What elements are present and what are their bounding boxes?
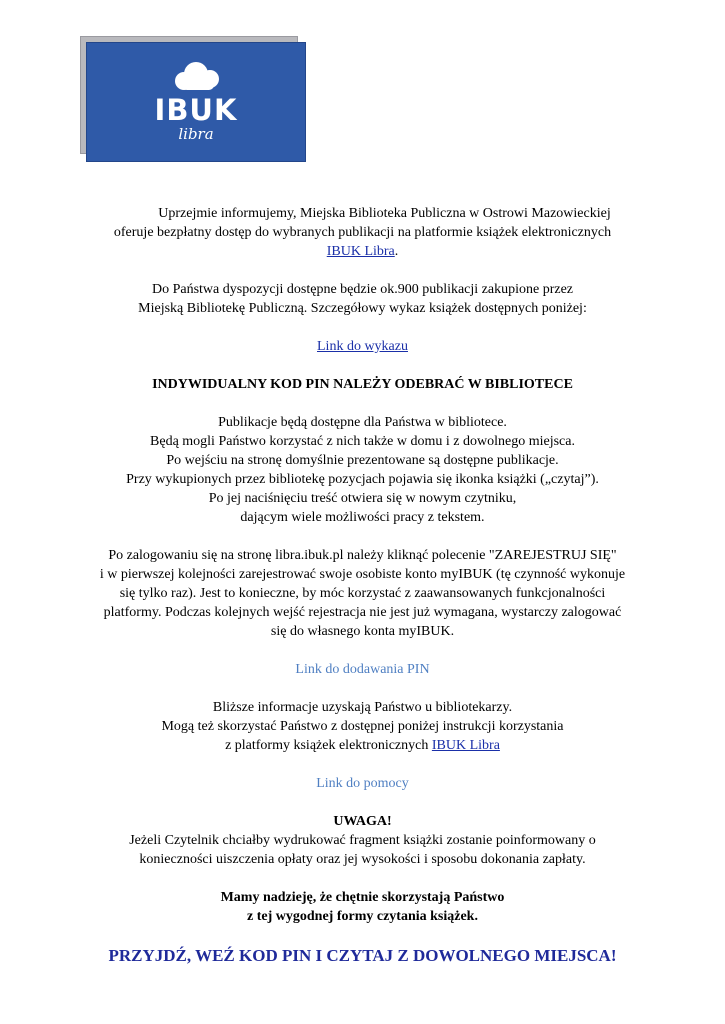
usage-line: Przy wykupionych przez bibliotekę pozycjach pojawia się ikonka książki („czytaj”). — [126, 472, 599, 487]
usage-line: Będą mogli Państwo korzystać z nich także w domu i z dowolnego miejsca. — [150, 434, 575, 449]
warning-line-1: Jeżeli Czytelnik chciałby wydrukować fragment książki zostanie poinformowany o — [129, 833, 596, 848]
intro-line-1: Uprzejmie informujemy, Miejska Biblioteka Publiczna w Ostrowi Mazowieckiej — [158, 206, 611, 221]
registration-line: się tylko raz). Jest to konieczne, by móc korzystać z zaawansowanych funkcjonalności — [119, 586, 606, 601]
ibuk-libra-logo — [80, 36, 304, 160]
ibuk-libra-link-2[interactable]: IBUK Libra — [431, 738, 500, 753]
intro-line-2: oferuje bezpłatny dostęp do wybranych publikacji na platformie książek elektronicznych — [113, 225, 612, 240]
registration-line: platformy. Podczas kolejnych wejść rejestracja nie jest już wymagana, wystarczy zalogować — [103, 605, 622, 620]
ibuk-libra-link[interactable]: IBUK Libra — [326, 244, 395, 259]
pin-link[interactable]: Link do dodawania PIN — [295, 662, 430, 677]
logo-subtitle: libra — [178, 125, 214, 143]
help-link-row — [60, 774, 665, 793]
usage-line: Po jej naciśnięciu treść otwiera się w nowym czytniku, — [208, 491, 517, 506]
info-line-3: z platformy książek elektronicznych IBUK Libra — [225, 738, 500, 753]
logo-title: IBUK — [154, 93, 238, 127]
logo-box — [86, 42, 306, 162]
info-line-1: Bliższe informacje uzyskają Państwo u bibliotekarzy. — [212, 700, 513, 715]
usage-line: Po wejściu na stronę domyślnie prezentowane są dostępne publikacje. — [166, 453, 559, 468]
availability-line-2: Miejską Bibliotekę Publiczną. Szczegółowy wykaz książek dostępnych poniżej: — [138, 301, 587, 316]
warning-line-2: konieczności uiszczenia opłaty oraz jej wysokości i sposobu dokonania zapłaty. — [139, 852, 586, 867]
closing-line-1: Mamy nadzieję, że chętnie skorzystają Państwo — [220, 890, 505, 905]
intro-line-3: IBUK Libra. — [326, 244, 399, 259]
call-to-action: PRZYJDŹ, WEŹ KOD PIN I CZYTAJ Z DOWOLNEGO MIEJSCA! — [108, 946, 617, 965]
list-link-row — [60, 337, 665, 356]
usage-line: dającym wiele możliwości pracy z tekstem. — [240, 510, 485, 525]
registration-line: i w pierwszej kolejności zarejestrować swoje osobiste konto myIBUK (tę czynność wykonuje — [99, 567, 626, 582]
list-link[interactable]: Link do wykazu — [317, 339, 408, 354]
pin-heading: INDYWIDUALNY KOD PIN NALEŻY ODEBRAĆ W BIBLIOTECE — [152, 377, 573, 392]
closing-line-2: z tej wygodnej formy czytania książek. — [247, 909, 478, 924]
document-body — [60, 204, 665, 967]
warning-title: UWAGA! — [333, 814, 392, 829]
usage-line: Publikacje będą dostępne dla Państwa w bibliotece. — [218, 415, 507, 430]
registration-line: Po zalogowaniu się na stronę libra.ibuk.pl należy kliknąć polecenie "ZAREJESTRUJ SIĘ" — [108, 548, 617, 563]
registration-line: się do własnego konta myIBUK. — [270, 624, 455, 639]
pin-link-row — [60, 660, 665, 679]
availability-line-1: Do Państwa dyspozycji dostępne będzie ok.900 publikacji zakupione przez — [151, 282, 574, 297]
info-line-2: Mogą też skorzystać Państwo z dostępnej poniżej instrukcji korzystania — [161, 719, 564, 734]
help-link[interactable]: Link do pomocy — [316, 776, 409, 791]
